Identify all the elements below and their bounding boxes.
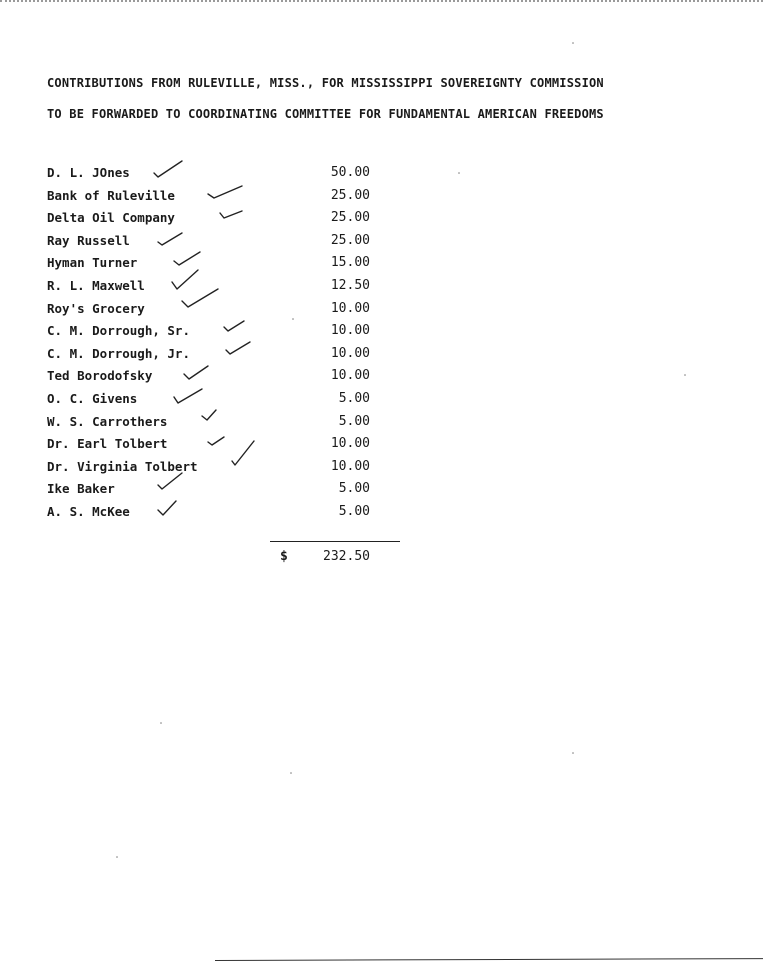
contribution-row: [0, 278, 763, 301]
contribution-amount: 12.50: [330, 277, 370, 293]
contribution-row: [0, 414, 763, 437]
contribution-amount: 10.00: [330, 300, 370, 316]
contributor-name: Ray Russell: [47, 232, 130, 248]
check-mark-icon: [152, 159, 192, 181]
contributor-name: W. S. Carrothers: [47, 413, 168, 429]
paper-speck: [292, 318, 294, 320]
contribution-amount: 10.00: [330, 345, 370, 361]
check-mark-icon: [230, 453, 270, 475]
contributor-name: Ike Baker: [47, 481, 115, 497]
contribution-row: [0, 255, 763, 278]
contributor-name: A. S. McKee: [47, 503, 130, 519]
contribution-amount: 50.00: [330, 165, 370, 180]
paper-speck: [572, 42, 574, 44]
contribution-row: [0, 301, 763, 324]
contributor-name: D. L. JOnes: [47, 165, 130, 180]
contributor-name: Dr. Virginia Tolbert: [47, 458, 198, 474]
check-mark-icon: [182, 362, 222, 384]
contribution-amount: 25.00: [330, 187, 370, 203]
check-mark-icon: [156, 498, 196, 520]
contributor-name: Bank of Ruleville: [47, 187, 175, 203]
paper-speck: [290, 772, 292, 774]
contribution-amount: 10.00: [330, 436, 370, 452]
total-underline: [270, 541, 400, 542]
total-currency-symbol: $: [280, 549, 288, 564]
check-mark-icon: [170, 272, 210, 294]
contribution-row: [0, 188, 763, 211]
contribution-amount: 10.00: [330, 323, 370, 339]
contribution-amount: 5.00: [338, 481, 370, 497]
contributor-name: Hyman Turner: [47, 255, 138, 271]
paper-speck: [116, 856, 118, 858]
total-amount: 232.50: [323, 549, 370, 564]
contribution-row: [0, 391, 763, 414]
check-mark-icon: [218, 204, 258, 226]
check-mark-icon: [172, 385, 212, 407]
contributor-name: Ted Borodofsky: [47, 368, 153, 384]
contribution-amount: 25.00: [330, 232, 370, 248]
contribution-row: [0, 165, 763, 188]
check-mark-icon: [180, 295, 220, 317]
contributor-name: C. M. Dorrough, Sr.: [47, 323, 190, 339]
document-heading-line-2: TO BE FORWARDED TO COORDINATING COMMITTEE FOR FUNDAMENTAL AMERICAN FREEDOMS: [47, 107, 604, 121]
check-mark-icon: [200, 408, 240, 430]
contribution-row: [0, 368, 763, 391]
check-mark-icon: [156, 475, 196, 497]
contribution-row: [0, 233, 763, 256]
contribution-amount: 5.00: [338, 413, 370, 429]
contribution-row: [0, 210, 763, 233]
check-mark-icon: [172, 249, 212, 271]
check-mark-icon: [206, 182, 246, 204]
top-perforation-edge: [0, 0, 763, 2]
paper-speck: [458, 172, 460, 174]
contribution-amount: 5.00: [338, 390, 370, 406]
paper-speck: [572, 752, 574, 754]
contribution-amount: 25.00: [330, 210, 370, 226]
contribution-amount: 10.00: [330, 368, 370, 384]
contributor-name: O. C. Givens: [47, 390, 138, 406]
contributor-name: Roy's Grocery: [47, 300, 145, 316]
check-mark-icon: [156, 227, 196, 249]
contribution-row: [0, 459, 763, 482]
contribution-amount: 15.00: [330, 255, 370, 271]
contribution-row: [0, 481, 763, 504]
contribution-row: [0, 323, 763, 346]
check-mark-icon: [222, 317, 262, 339]
check-mark-icon: [224, 340, 264, 362]
contribution-amount: 10.00: [330, 458, 370, 474]
paper-speck: [160, 722, 162, 724]
check-mark-icon: [206, 430, 246, 452]
paper-speck: [684, 374, 686, 376]
contribution-row: [0, 436, 763, 459]
contribution-row: [0, 346, 763, 369]
contribution-row: [0, 504, 763, 527]
bottom-edge-line: [215, 958, 763, 961]
contribution-amount: 5.00: [338, 503, 370, 519]
contributions-list: [0, 165, 763, 527]
contributor-name: Delta Oil Company: [47, 210, 175, 226]
contributor-name: R. L. Maxwell: [47, 277, 145, 293]
contributor-name: Dr. Earl Tolbert: [47, 436, 168, 452]
contributor-name: C. M. Dorrough, Jr.: [47, 345, 190, 361]
document-heading-line-1: CONTRIBUTIONS FROM RULEVILLE, MISS., FOR MISSISSIPPI SOVEREIGNTY COMMISSION: [47, 76, 604, 90]
